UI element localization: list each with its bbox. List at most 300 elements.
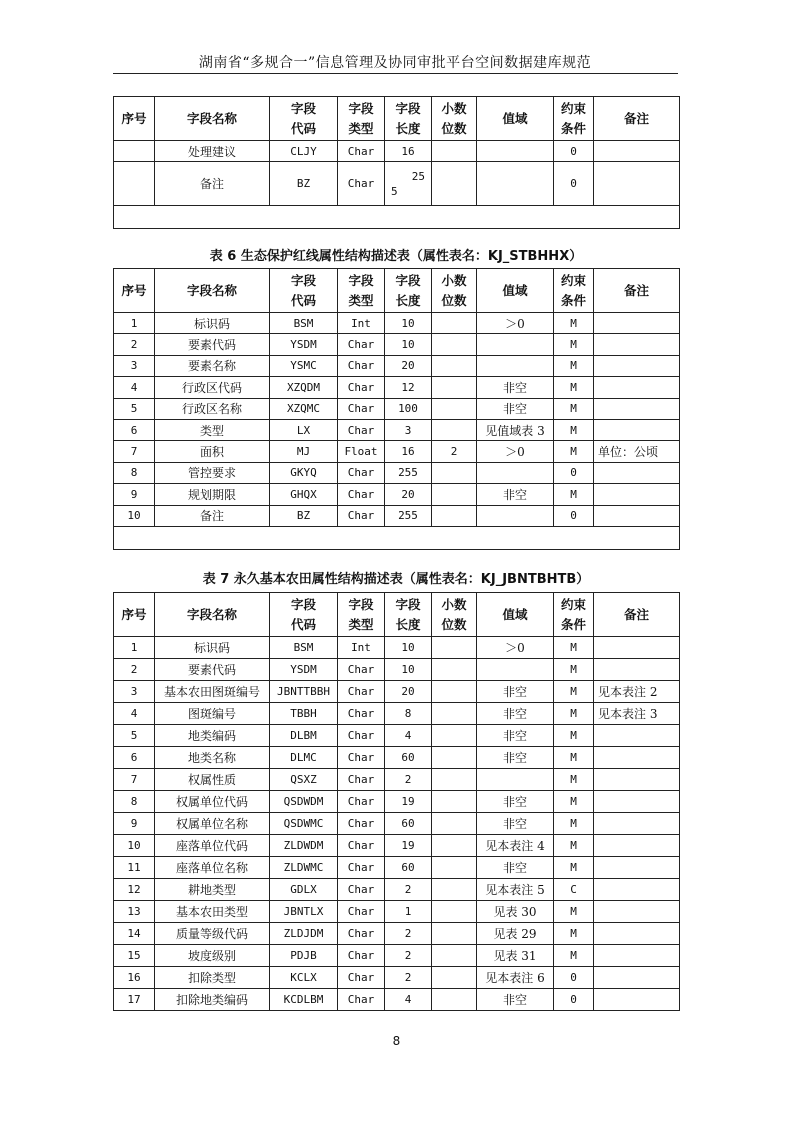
header-col-field-name: 字段名称 [155, 97, 270, 141]
col-field-code-cell: ZLDJDM [270, 923, 338, 945]
col-field-length-cell: 16 [385, 441, 432, 462]
col-field-type-cell: Char [338, 945, 385, 967]
col-field-type-cell: Char [338, 162, 385, 206]
col-field-name-cell: 权属性质 [155, 769, 270, 791]
col-field-type-cell: Char [338, 681, 385, 703]
empty-cell [114, 206, 680, 229]
col-remarks-cell [594, 791, 680, 813]
table-row [114, 419, 680, 440]
table-header-row [114, 269, 680, 313]
table-row [114, 923, 680, 945]
col-domain-cell: 非空 [477, 377, 554, 398]
col-domain-cell: 见本表注 4 [477, 835, 554, 857]
field-length-part: 5 [391, 184, 398, 198]
col-domain-cell: ＞0 [477, 441, 554, 462]
col-decimals-cell [432, 835, 477, 857]
col-serial-cell: 9 [114, 813, 155, 835]
table-row [114, 505, 680, 526]
table-row [114, 659, 680, 681]
col-field-code-cell: YSDM [270, 659, 338, 681]
col-field-type-cell: Char [338, 377, 385, 398]
col-field-length-cell: 60 [385, 813, 432, 835]
col-field-type-cell: Char [338, 484, 385, 505]
col-field-code-cell: GHQX [270, 484, 338, 505]
col-field-type-cell: Char [338, 462, 385, 483]
col-field-type-cell: Char [338, 747, 385, 769]
col-serial-cell: 9 [114, 484, 155, 505]
col-field-code-cell: DLMC [270, 747, 338, 769]
col-field-name-cell: 耕地类型 [155, 879, 270, 901]
col-field-length-cell: 4 [385, 725, 432, 747]
col-domain-cell [477, 162, 554, 206]
col-decimals-cell [432, 355, 477, 376]
col-field-length-cell: 19 [385, 791, 432, 813]
col-constraint-cell: M [554, 813, 594, 835]
col-decimals-cell [432, 945, 477, 967]
col-field-code-cell: JBNTTBBH [270, 681, 338, 703]
col-constraint-cell: M [554, 398, 594, 419]
table-row [114, 141, 680, 162]
col-serial-cell: 5 [114, 725, 155, 747]
header-col-serial: 序号 [114, 269, 155, 313]
table-row [114, 769, 680, 791]
table-row [114, 747, 680, 769]
col-field-name-cell: 座落单位名称 [155, 857, 270, 879]
col-field-code-cell: MJ [270, 441, 338, 462]
col-field-length-cell: 4 [385, 989, 432, 1011]
col-domain-cell [477, 505, 554, 526]
col-field-name-cell: 基本农田图斑编号 [155, 681, 270, 703]
col-field-name-cell: 权属单位代码 [155, 791, 270, 813]
col-field-name-cell: 基本农田类型 [155, 901, 270, 923]
col-field-type-cell: Char [338, 659, 385, 681]
col-constraint-cell: 0 [554, 989, 594, 1011]
col-remarks-cell [594, 945, 680, 967]
col-field-length-cell: 20 [385, 484, 432, 505]
col-remarks-cell [594, 989, 680, 1011]
header-col-domain: 值域 [477, 97, 554, 141]
col-domain-cell: 非空 [477, 813, 554, 835]
col-field-code-cell: BSM [270, 313, 338, 334]
table-empty-footer-row [114, 526, 680, 549]
col-field-name-cell: 扣除类型 [155, 967, 270, 989]
col-remarks-cell [594, 313, 680, 334]
col-serial-cell: 8 [114, 791, 155, 813]
col-decimals-cell [432, 462, 477, 483]
col-remarks-cell: 见本表注 3 [594, 703, 680, 725]
col-constraint-cell: M [554, 637, 594, 659]
col-constraint-cell: M [554, 334, 594, 355]
col-field-type-cell: Char [338, 769, 385, 791]
col-field-length-cell: 16 [385, 141, 432, 162]
header-col-decimals: 小数 位数 [432, 269, 477, 313]
col-domain-cell: 非空 [477, 857, 554, 879]
col-remarks-cell [594, 901, 680, 923]
col-remarks-cell [594, 162, 680, 206]
col-serial-cell: 2 [114, 659, 155, 681]
col-field-type-cell: Char [338, 813, 385, 835]
col-field-length-cell: 10 [385, 637, 432, 659]
col-constraint-cell: M [554, 659, 594, 681]
header-col-field-length: 字段 长度 [385, 97, 432, 141]
col-field-type-cell: Char [338, 879, 385, 901]
header-col-field-code: 字段 代码 [270, 593, 338, 637]
col-serial-cell [114, 141, 155, 162]
col-field-type-cell: Char [338, 967, 385, 989]
col-serial-cell: 1 [114, 637, 155, 659]
header-col-serial: 序号 [114, 97, 155, 141]
col-serial-cell: 10 [114, 505, 155, 526]
col-remarks-cell [594, 923, 680, 945]
col-decimals-cell [432, 725, 477, 747]
col-field-name-cell: 规划期限 [155, 484, 270, 505]
col-constraint-cell: M [554, 945, 594, 967]
col-remarks-cell [594, 377, 680, 398]
header-col-domain: 值域 [477, 269, 554, 313]
header-col-field-code: 字段 代码 [270, 97, 338, 141]
col-field-length-cell: 2 [385, 769, 432, 791]
table-row [114, 637, 680, 659]
col-constraint-cell: M [554, 791, 594, 813]
col-field-length-cell: 255 [385, 505, 432, 526]
col-field-code-cell: YSMC [270, 355, 338, 376]
col-serial-cell: 8 [114, 462, 155, 483]
col-decimals-cell [432, 923, 477, 945]
col-serial-cell: 16 [114, 967, 155, 989]
col-serial-cell [114, 162, 155, 206]
empty-cell [114, 526, 680, 549]
table-6-caption: 表 6 生态保护红线属性结构描述表（属性表名：KJ_STBHHX） [209, 249, 583, 264]
col-field-length-cell: 100 [385, 398, 432, 419]
col-field-name-cell: 要素代码 [155, 334, 270, 355]
header-col-serial: 序号 [114, 593, 155, 637]
col-remarks-cell [594, 334, 680, 355]
table-7-caption: 表 7 永久基本农田属性结构描述表（属性表名：KJ_JBNTBHTB） [202, 572, 590, 587]
col-domain-cell [477, 355, 554, 376]
col-field-type-cell: Char [338, 419, 385, 440]
col-domain-cell: 见本表注 6 [477, 967, 554, 989]
col-field-length-cell: 255 [385, 462, 432, 483]
table-row [114, 813, 680, 835]
col-field-length-cell: 3 [385, 419, 432, 440]
col-domain-cell: 非空 [477, 484, 554, 505]
col-domain-cell: 见值域表 3 [477, 419, 554, 440]
col-field-length-cell: 2 [385, 945, 432, 967]
table-row [114, 879, 680, 901]
col-field-name-cell: 标识码 [155, 313, 270, 334]
table-row [114, 681, 680, 703]
col-serial-cell: 4 [114, 377, 155, 398]
col-field-length-cell: 20 [385, 355, 432, 376]
col-field-code-cell: XZQMC [270, 398, 338, 419]
col-serial-cell: 1 [114, 313, 155, 334]
col-decimals-cell [432, 901, 477, 923]
header-col-decimals: 小数 位数 [432, 97, 477, 141]
col-field-code-cell: TBBH [270, 703, 338, 725]
col-domain-cell: 见表 29 [477, 923, 554, 945]
col-domain-cell [477, 659, 554, 681]
table-row [114, 377, 680, 398]
col-field-code-cell: QSDWMC [270, 813, 338, 835]
col-field-name-cell: 权属单位名称 [155, 813, 270, 835]
table-row [114, 703, 680, 725]
col-field-code-cell: ZLDWMC [270, 857, 338, 879]
col-remarks-cell [594, 462, 680, 483]
col-decimals-cell [432, 703, 477, 725]
col-field-type-cell: Char [338, 901, 385, 923]
col-field-length-cell: 12 [385, 377, 432, 398]
col-decimals-cell [432, 162, 477, 206]
col-field-length-cell [385, 162, 432, 206]
col-field-name-cell: 行政区代码 [155, 377, 270, 398]
col-field-name-cell: 地类名称 [155, 747, 270, 769]
header-col-domain: 值域 [477, 593, 554, 637]
col-constraint-cell: M [554, 747, 594, 769]
col-field-name-cell: 地类编码 [155, 725, 270, 747]
col-field-code-cell: CLJY [270, 141, 338, 162]
col-serial-cell: 6 [114, 419, 155, 440]
col-constraint-cell: 0 [554, 162, 594, 206]
col-constraint-cell: M [554, 703, 594, 725]
table-7 [113, 592, 680, 1011]
col-field-name-cell: 备注 [155, 162, 270, 206]
col-field-code-cell: DLBM [270, 725, 338, 747]
table-header-row [114, 593, 680, 637]
col-field-type-cell: Char [338, 725, 385, 747]
col-field-code-cell: ZLDWDM [270, 835, 338, 857]
col-domain-cell: 见表 31 [477, 945, 554, 967]
table-row [114, 945, 680, 967]
col-constraint-cell: M [554, 313, 594, 334]
col-serial-cell: 6 [114, 747, 155, 769]
col-field-code-cell: BZ [270, 505, 338, 526]
col-constraint-cell: 0 [554, 462, 594, 483]
col-field-length-cell: 19 [385, 835, 432, 857]
table-row [114, 462, 680, 483]
header-col-field-length: 字段 长度 [385, 593, 432, 637]
table-row [114, 313, 680, 334]
table-row [114, 967, 680, 989]
col-constraint-cell: M [554, 355, 594, 376]
col-field-type-cell: Char [338, 141, 385, 162]
col-field-name-cell: 类型 [155, 419, 270, 440]
col-decimals-cell: 2 [432, 441, 477, 462]
col-remarks-cell [594, 725, 680, 747]
col-domain-cell: 非空 [477, 703, 554, 725]
header-col-field-code: 字段 代码 [270, 269, 338, 313]
header-col-remarks: 备注 [594, 269, 680, 313]
col-decimals-cell [432, 377, 477, 398]
col-domain-cell: 非空 [477, 725, 554, 747]
col-field-length-cell: 2 [385, 923, 432, 945]
col-serial-cell: 14 [114, 923, 155, 945]
table-row [114, 725, 680, 747]
col-decimals-cell [432, 747, 477, 769]
col-field-code-cell: PDJB [270, 945, 338, 967]
header-col-field-type: 字段 类型 [338, 269, 385, 313]
header-col-constraint: 约束 条件 [554, 269, 594, 313]
col-decimals-cell [432, 989, 477, 1011]
col-decimals-cell [432, 659, 477, 681]
col-constraint-cell: M [554, 681, 594, 703]
col-decimals-cell [432, 879, 477, 901]
col-field-name-cell: 标识码 [155, 637, 270, 659]
header-col-field-name: 字段名称 [155, 593, 270, 637]
col-constraint-cell: M [554, 725, 594, 747]
col-field-length-cell: 10 [385, 659, 432, 681]
col-field-code-cell: GDLX [270, 879, 338, 901]
col-field-code-cell: QSXZ [270, 769, 338, 791]
col-decimals-cell [432, 681, 477, 703]
col-field-code-cell: BSM [270, 637, 338, 659]
col-field-code-cell: BZ [270, 162, 338, 206]
table-header-row [114, 97, 680, 141]
col-field-length-cell: 60 [385, 857, 432, 879]
col-field-name-cell: 坡度级别 [155, 945, 270, 967]
col-field-type-cell: Char [338, 334, 385, 355]
col-decimals-cell [432, 313, 477, 334]
col-decimals-cell [432, 141, 477, 162]
col-serial-cell: 13 [114, 901, 155, 923]
col-remarks-cell [594, 769, 680, 791]
col-decimals-cell [432, 334, 477, 355]
header-col-field-name: 字段名称 [155, 269, 270, 313]
col-constraint-cell: C [554, 879, 594, 901]
col-field-type-cell: Char [338, 355, 385, 376]
col-field-code-cell: KCDLBM [270, 989, 338, 1011]
col-serial-cell: 4 [114, 703, 155, 725]
col-constraint-cell: M [554, 441, 594, 462]
col-field-length-cell: 2 [385, 967, 432, 989]
col-decimals-cell [432, 484, 477, 505]
col-field-code-cell: QSDWDM [270, 791, 338, 813]
col-decimals-cell [432, 637, 477, 659]
col-field-code-cell: YSDM [270, 334, 338, 355]
running-header: 湖南省“多规合一”信息管理及协同审批平台空间数据建库规范 [198, 55, 592, 71]
col-domain-cell: ＞0 [477, 313, 554, 334]
col-constraint-cell: M [554, 377, 594, 398]
col-field-code-cell: GKYQ [270, 462, 338, 483]
col-domain-cell: 非空 [477, 398, 554, 419]
col-remarks-cell [594, 355, 680, 376]
col-serial-cell: 7 [114, 769, 155, 791]
col-decimals-cell [432, 813, 477, 835]
header-col-remarks: 备注 [594, 97, 680, 141]
col-field-name-cell: 要素代码 [155, 659, 270, 681]
col-domain-cell [477, 769, 554, 791]
col-remarks-cell [594, 637, 680, 659]
table-6 [113, 268, 680, 550]
col-constraint-cell: M [554, 901, 594, 923]
col-serial-cell: 5 [114, 398, 155, 419]
table-row [114, 857, 680, 879]
col-serial-cell: 12 [114, 879, 155, 901]
col-domain-cell: 见本表注 5 [477, 879, 554, 901]
table-row [114, 989, 680, 1011]
col-remarks-cell [594, 747, 680, 769]
col-field-length-cell: 20 [385, 681, 432, 703]
col-remarks-cell: 见本表注 2 [594, 681, 680, 703]
col-field-name-cell: 图斑编号 [155, 703, 270, 725]
header-col-remarks: 备注 [594, 593, 680, 637]
col-constraint-cell: 0 [554, 505, 594, 526]
col-decimals-cell [432, 505, 477, 526]
header-col-field-length: 字段 长度 [385, 269, 432, 313]
header-col-field-type: 字段 类型 [338, 593, 385, 637]
col-constraint-cell: 0 [554, 967, 594, 989]
col-field-length-cell: 8 [385, 703, 432, 725]
table-row [114, 334, 680, 355]
col-field-type-cell: Int [338, 313, 385, 334]
col-domain-cell [477, 334, 554, 355]
col-domain-cell: ＞0 [477, 637, 554, 659]
col-field-type-cell: Char [338, 398, 385, 419]
col-domain-cell: 非空 [477, 989, 554, 1011]
table-row [114, 398, 680, 419]
col-domain-cell: 非空 [477, 747, 554, 769]
col-field-length-cell: 1 [385, 901, 432, 923]
col-field-name-cell: 质量等级代码 [155, 923, 270, 945]
col-field-type-cell: Char [338, 791, 385, 813]
header-col-constraint: 约束 条件 [554, 593, 594, 637]
col-constraint-cell: 0 [554, 141, 594, 162]
header-col-decimals: 小数 位数 [432, 593, 477, 637]
col-remarks-cell [594, 857, 680, 879]
col-field-type-cell: Char [338, 703, 385, 725]
col-constraint-cell: M [554, 857, 594, 879]
col-field-type-cell: Float [338, 441, 385, 462]
col-serial-cell: 15 [114, 945, 155, 967]
col-field-code-cell: KCLX [270, 967, 338, 989]
col-remarks-cell [594, 505, 680, 526]
col-field-code-cell: XZQDM [270, 377, 338, 398]
col-field-code-cell: JBNTLX [270, 901, 338, 923]
col-domain-cell [477, 462, 554, 483]
table-empty-footer-row [114, 206, 680, 229]
table-row [114, 484, 680, 505]
col-decimals-cell [432, 857, 477, 879]
col-remarks-cell [594, 835, 680, 857]
col-serial-cell: 10 [114, 835, 155, 857]
col-serial-cell: 3 [114, 681, 155, 703]
col-domain-cell: 非空 [477, 791, 554, 813]
col-decimals-cell [432, 419, 477, 440]
col-constraint-cell: M [554, 835, 594, 857]
col-domain-cell: 见表 30 [477, 901, 554, 923]
col-serial-cell: 17 [114, 989, 155, 1011]
col-field-type-cell: Char [338, 857, 385, 879]
col-field-type-cell: Char [338, 505, 385, 526]
col-field-name-cell: 要素名称 [155, 355, 270, 376]
col-field-name-cell: 备注 [155, 505, 270, 526]
header-col-field-type: 字段 类型 [338, 97, 385, 141]
table-row [114, 791, 680, 813]
col-remarks-cell [594, 813, 680, 835]
table-row [114, 835, 680, 857]
col-constraint-cell: M [554, 484, 594, 505]
col-field-type-cell: Char [338, 923, 385, 945]
col-field-name-cell: 面积 [155, 441, 270, 462]
col-field-name-cell: 扣除地类编码 [155, 989, 270, 1011]
col-serial-cell: 3 [114, 355, 155, 376]
header-col-constraint: 约束 条件 [554, 97, 594, 141]
col-domain-cell [477, 141, 554, 162]
field-length-part: 25 [411, 169, 425, 183]
col-remarks-cell [594, 398, 680, 419]
col-field-type-cell: Char [338, 835, 385, 857]
table-continued [113, 96, 680, 229]
col-decimals-cell [432, 769, 477, 791]
